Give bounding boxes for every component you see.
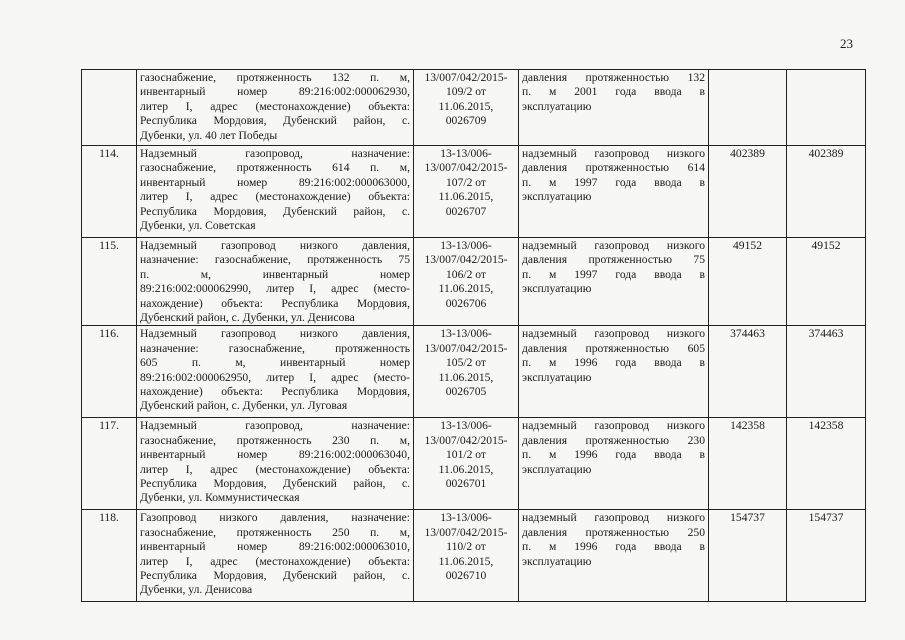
characteristics-cell: [519, 146, 709, 238]
book-value: 49152: [733, 239, 762, 252]
object-description-line: Дубенский район, с. Дубенки, ул. Денисова: [140, 311, 355, 325]
characteristics-line: эксплуатацию: [522, 282, 592, 296]
object-description-line: газоснабжение, протяженность 250 п. м,: [140, 525, 410, 539]
characteristics-line: п. м 2001 года ввода в: [522, 85, 705, 99]
page-number: 23: [840, 36, 853, 51]
characteristics-line: эксплуатацию: [522, 370, 592, 384]
characteristics-line: давления протяженностью 230: [522, 433, 705, 447]
object-description-cell: [137, 146, 414, 238]
object-description-line: газоснабжение, протяженность 614 п. м,: [140, 161, 410, 175]
registration-document-cell: [414, 418, 519, 510]
registration-document-line: 13-13/006-: [440, 239, 492, 252]
characteristics-line: надземный газопровод низкого: [522, 511, 705, 525]
row-number: 114.: [99, 147, 119, 160]
characteristics-line: давления протяженностью 614: [522, 161, 705, 175]
object-description-line: 89:216:002:000062950, литер I, адрес (место-: [140, 370, 410, 384]
row-number: 118.: [99, 511, 119, 525]
object-description-line: нахождение) объекта: Республика Мордовия,: [140, 385, 410, 399]
registration-document-line: 105/2 от: [445, 356, 487, 370]
object-description-line: Надземный газопровод, назначение:: [140, 147, 410, 160]
characteristics-line: эксплуатацию: [522, 462, 592, 476]
object-description-cell: [137, 238, 414, 326]
registration-document-cell: [414, 510, 519, 602]
registration-document-line: 13/007/042/2015-: [424, 253, 508, 267]
characteristics-cell: [519, 238, 709, 326]
residual-value: 374463: [808, 327, 844, 341]
registration-document-cell: [414, 238, 519, 326]
registration-document-line: 13/007/042/2015-: [424, 161, 508, 175]
object-description-line: Газопровод низкого давления, назначение:: [140, 511, 410, 525]
object-description-cell: [137, 326, 414, 418]
registry-table-body: [82, 70, 866, 602]
registration-document-cell: [414, 146, 519, 238]
table-row: [82, 146, 866, 238]
object-description-line: литер I, адрес (местонахождение) объекта:: [140, 190, 410, 204]
object-description-line: газоснабжение, протяженность 230 п. м,: [140, 433, 410, 447]
value-cell: [709, 146, 787, 238]
characteristics-line: надземный газопровод низкого: [522, 147, 705, 160]
characteristics-line: п. м 1997 года ввода в: [522, 267, 705, 281]
registration-document-line: 0026710: [445, 569, 487, 583]
characteristics-line: давления протяженностью 605: [522, 341, 705, 355]
row-number: 117.: [99, 419, 119, 433]
object-description-line: Республика Мордовия, Дубенский район, с.: [140, 114, 410, 128]
object-description-line: 605 п. м, инвентарный номер: [140, 356, 410, 370]
registration-document-line: 106/2 от: [445, 267, 487, 281]
residual-value: 49152: [811, 239, 841, 252]
value-cell: [709, 326, 787, 418]
object-description-line: Республика Мордовия, Дубенский район, с.: [140, 477, 410, 491]
row-number-cell: [82, 510, 137, 602]
object-description-line: Республика Мордовия, Дубенский район, с.: [140, 204, 410, 218]
registration-document-line: 11.06.2015,: [438, 282, 494, 296]
table-row: [82, 326, 866, 418]
object-description-line: Надземный газопровод, назначение:: [140, 419, 410, 433]
object-description-line: нахождение) объекта: Республика Мордовия,: [140, 296, 410, 310]
residual-value: 402389: [808, 147, 844, 160]
characteristics-line: эксплуатацию: [522, 99, 592, 113]
registration-document-cell: [414, 326, 519, 418]
object-description-line: п. м, инвентарный номер: [140, 267, 410, 281]
value-cell: [787, 70, 866, 146]
object-description-line: инвентарный номер 89:216:002:000063040,: [140, 448, 410, 462]
table-row: [82, 510, 866, 602]
value-cell: [787, 238, 866, 326]
value-cell: [787, 418, 866, 510]
registration-document-line: 107/2 от: [445, 175, 487, 189]
registration-document-line: 11.06.2015,: [438, 554, 494, 568]
table-row: [82, 70, 866, 146]
registration-document-line: 13/007/042/2015-: [424, 71, 508, 84]
row-number-cell: [82, 418, 137, 510]
value-cell: [709, 418, 787, 510]
row-number-cell: [82, 146, 137, 238]
registration-document-line: 13/007/042/2015-: [424, 525, 508, 539]
registry-table: [81, 69, 866, 602]
object-description-line: литер I, адрес (местонахождение) объекта:: [140, 554, 410, 568]
registration-document-line: 13-13/006-: [440, 327, 492, 341]
book-value: 154737: [730, 511, 765, 525]
registration-document-line: 0026706: [445, 296, 487, 310]
registration-document-line: 101/2 от: [445, 448, 487, 462]
characteristics-line: надземный газопровод низкого: [522, 239, 705, 252]
registration-document-line: 0026707: [445, 204, 487, 218]
characteristics-line: п. м 1996 года ввода в: [522, 540, 705, 554]
object-description-line: Дубенки, ул. Коммунистическая: [140, 491, 300, 505]
object-description-line: Дубенки, ул. Денисова: [140, 583, 253, 597]
table-row: [82, 418, 866, 510]
registration-document-line: 13-13/006-: [440, 147, 492, 160]
registration-document-line: 13-13/006-: [440, 419, 492, 433]
object-description-line: Республика Мордовия, Дубенский район, с.: [140, 569, 410, 583]
object-description-line: инвентарный номер 89:216:002:000062930,: [140, 85, 410, 99]
registration-document-line: 11.06.2015,: [438, 99, 494, 113]
characteristics-line: п. м 1996 года ввода в: [522, 448, 705, 462]
characteristics-line: эксплуатацию: [522, 190, 592, 204]
object-description-line: литер I, адрес (местонахождение) объекта:: [140, 462, 410, 476]
value-cell: [787, 146, 866, 238]
registration-document-line: 110/2 от: [446, 540, 486, 554]
book-value: 374463: [730, 327, 765, 341]
registration-document-line: 0026709: [445, 114, 487, 128]
object-description-line: инвентарный номер 89:216:002:000063000,: [140, 175, 410, 189]
characteristics-line: надземный газопровод низкого: [522, 419, 705, 433]
value-cell: [787, 510, 866, 602]
book-value: 402389: [730, 147, 765, 160]
object-description-cell: [137, 510, 414, 602]
characteristics-line: эксплуатацию: [522, 554, 592, 568]
row-number: 115.: [99, 239, 119, 252]
value-cell: [787, 326, 866, 418]
characteristics-cell: [519, 70, 709, 146]
row-number-cell: [82, 326, 137, 418]
object-description-cell: [137, 418, 414, 510]
registration-document-line: 11.06.2015,: [438, 462, 494, 476]
registration-document-line: 109/2 от: [445, 85, 487, 99]
object-description-cell: [137, 70, 414, 146]
object-description-line: литер I, адрес (местонахождение) объекта:: [140, 99, 410, 113]
residual-value: 142358: [808, 419, 844, 433]
characteristics-cell: [519, 326, 709, 418]
object-description-line: Дубенки, ул. Советская: [140, 219, 256, 233]
registration-document-line: 11.06.2015,: [438, 190, 494, 204]
value-cell: [709, 70, 787, 146]
characteristics-cell: [519, 418, 709, 510]
registration-document-line: 13/007/042/2015-: [424, 433, 508, 447]
characteristics-line: давления протяженностью 132: [522, 71, 705, 84]
object-description-line: Надземный газопровод низкого давления,: [140, 239, 410, 252]
registration-document-line: 0026705: [445, 385, 487, 399]
row-number-cell: [82, 238, 137, 326]
characteristics-line: п. м 1996 года ввода в: [522, 356, 705, 370]
object-description-line: Дубенки, ул. 40 лет Победы: [140, 128, 278, 142]
registration-document-line: 13-13/006-: [440, 511, 492, 525]
book-value: 142358: [730, 419, 765, 433]
characteristics-cell: [519, 510, 709, 602]
characteristics-line: давления протяженностью 75: [522, 253, 705, 267]
residual-value: 154737: [808, 511, 844, 525]
object-description-line: 89:216:002:000062990, литер I, адрес (место-: [140, 282, 410, 296]
value-cell: [709, 510, 787, 602]
table-row: [82, 238, 866, 326]
object-description-line: газоснабжение, протяженность 132 п. м,: [140, 71, 410, 84]
object-description-line: инвентарный номер 89:216:002:000063010,: [140, 540, 410, 554]
registration-document-cell: [414, 70, 519, 146]
object-description-line: назначение: газоснабжение, протяженность: [140, 341, 410, 355]
registration-document-line: 11.06.2015,: [438, 370, 494, 384]
registration-document-line: 13/007/042/2015-: [424, 341, 508, 355]
registration-document-line: 0026701: [445, 477, 487, 491]
characteristics-line: давления протяженностью 250: [522, 525, 705, 539]
value-cell: [709, 238, 787, 326]
characteristics-line: надземный газопровод низкого: [522, 327, 705, 341]
characteristics-line: п. м 1997 года ввода в: [522, 175, 705, 189]
object-description-line: Дубенский район, с. Дубенки, ул. Луговая: [140, 399, 348, 413]
row-number: 116.: [99, 327, 119, 341]
row-number-cell: [82, 70, 137, 146]
object-description-line: назначение: газоснабжение, протяженность 75: [140, 253, 410, 267]
object-description-line: Надземный газопровод низкого давления,: [140, 327, 410, 341]
